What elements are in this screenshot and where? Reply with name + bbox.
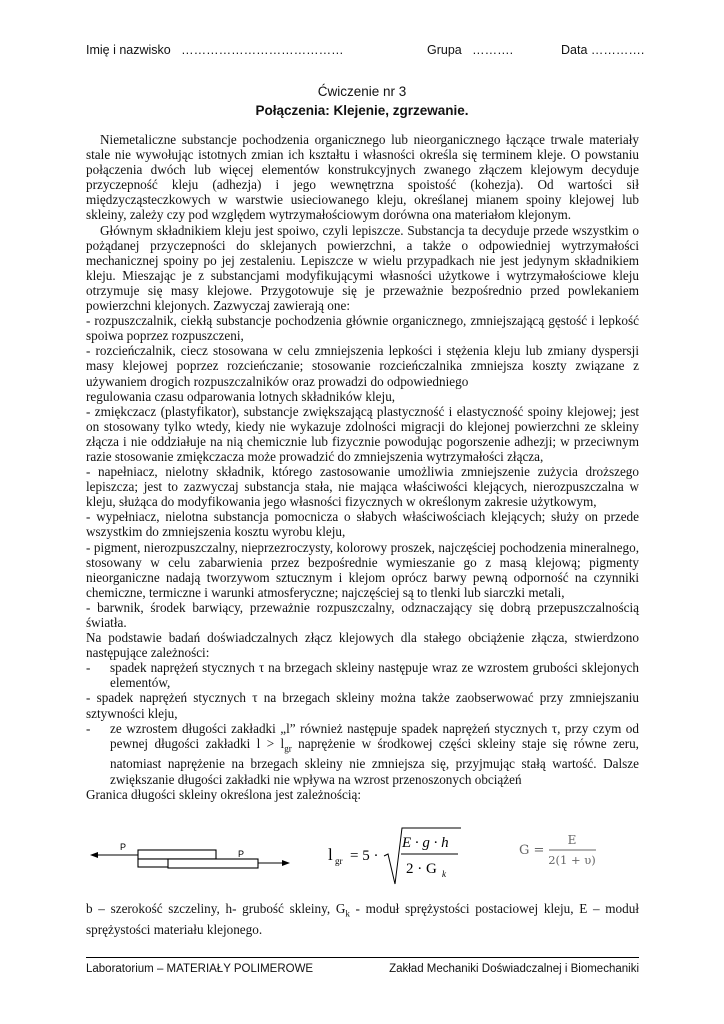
group-dots: ………. xyxy=(472,43,514,57)
formula-denominator: 2 · G xyxy=(406,861,437,877)
finding-overlap-b: naprężenie w środkowej części skleiny staje się równe zeru, natomiast naprężenie na brzegach skleiny nie zmniejsza się, przyjmując stałą wartość. Dalsze zwiększanie długości zakładki nie wpływa na wzrost przenoszonych obciążeń xyxy=(110,735,639,787)
date-dots: …………. xyxy=(590,43,645,57)
paragraph-binder: Głównym składnikiem kleju jest spoiwo, czyli lepiszcze. Substancja ta decyduje przede wszystkim o pożądanej przyczepności do sklejanych powierzchni, a także o odpowiedniej wytrzymałości mechanicznej spoiny po jej zestaleniu. Lepiszcze w wielu przypadkach nie jest jedynym składnikiem kleju. Mieszając je z substancjami modyfikującymi własności użytkowe i wytrzymałościowe kleju otrzymuje się masy klejowe. Przygotowuje się je przeważnie bezpośrednio przed powlekaniem powierzchni klejonych. Zazwyczaj zawierają one: xyxy=(86,222,639,314)
legend-b: - moduł sprężystości postaciowej kleju, E – moduł sprężystości materiału klejonego. xyxy=(86,901,639,937)
formula-svg xyxy=(86,826,639,898)
paragraph-findings: Na podstawie badań doświadczalnych złącz klejowych dla stałego obciążenie złącza, stwierdzono następujące zależności: xyxy=(86,630,639,661)
formula-lgr xyxy=(328,828,461,884)
item-solvent: - rozpuszczalnik, ciekłą substancje pochodzenia głównie organicznego, zmniejszającą gęstość i lepkość spoiwa poprzez rozpuszczeni, xyxy=(86,313,639,344)
group-field xyxy=(427,43,513,57)
formula-numerator: E · g · h xyxy=(402,835,449,851)
date-field xyxy=(561,43,644,57)
formula-g-lhs: G = xyxy=(519,843,545,858)
footer-right: Zakład Mechaniki Doświadczalnej i Biomechaniki xyxy=(389,963,639,975)
finding-overlap-text xyxy=(110,721,639,787)
paragraph-intro: Niemetaliczne substancje pochodzenia organicznego lub nieorganicznego łączące trwale materiały stale nie wywołując istotnych zmian ich kształtu i własności określa się terminem kleje. O powstaniu połączenia dwóch lub więcej elementów konstrukcyjnych zwanego złączem klejowym decyduje przyczepność kleju (adhezja) i jego wewnętrzna spoistość (kohezja). Od wartości sił międzycząsteczkowych w warstwie usieciowanego kleju, określanej mianem spoiny klejowej lub skleiny, zależy czy pod względem wytrzymałościowym dorówna ona materiałom klejonym. xyxy=(86,132,639,223)
legend-a: b – szerokość szczeliny, h- grubość skleiny, G xyxy=(86,901,346,916)
symbols-legend xyxy=(86,901,639,937)
formula-figure xyxy=(86,826,639,898)
force-label-left: P xyxy=(120,842,127,852)
finding-stiffness: - spadek naprężeń stycznych τ na brzegach skleiny można także zaobserwować przy zmniejszaniu sztywności kleju, xyxy=(86,690,639,721)
date-label: Data xyxy=(561,43,588,57)
legend-sub: k xyxy=(345,908,350,919)
formula-g xyxy=(519,833,596,867)
arrowhead-right xyxy=(282,860,290,866)
document-body xyxy=(86,132,639,802)
name-label: Imię i nazwisko xyxy=(86,43,171,57)
exercise-number: Ćwiczenie nr 3 xyxy=(317,84,407,99)
finding-thickness-text: spadek naprężeń stycznych τ na brzegach skleiny następuje wraz ze wzrostem grubości sklejonych elementów, xyxy=(110,660,639,691)
plate-left xyxy=(138,850,216,859)
formula-coeff: = 5 · xyxy=(350,848,379,864)
item-filler: - napełniacz, nielotny składnik, którego zastosowanie umożliwia zmniejszenie zużycia droższego lepiszcza; jest to zazwyczaj substancja stała, nie mająca właściwości klejących, nierozpuszczalna w kleju, służąca do modyfikowania jego własności fizycznych w określonym zakresie użytkowym, xyxy=(86,464,639,510)
formula-l: l xyxy=(328,845,333,864)
finding-overlap-sub: gr xyxy=(284,743,292,754)
force-label-right: P xyxy=(238,849,245,859)
footer-divider xyxy=(86,957,639,958)
formula-g-numerator: E xyxy=(567,833,577,847)
finding-overlap-a: ze wzrostem długości zakładki „l” również następuje spadek naprężeń stycznych τ, przy czym od pewnej długości zakładki l > l xyxy=(110,720,639,751)
formula-g-denominator: 2(1 + υ) xyxy=(548,853,596,867)
plate-right xyxy=(168,859,258,868)
footer-left: Laboratorium – MATERIAŁY POLIMEROWE xyxy=(86,963,314,975)
paragraph-limit: Granica długości skleiny określona jest zależnością: xyxy=(86,786,362,802)
lap-joint-sketch xyxy=(90,842,290,868)
finding-thickness xyxy=(86,660,639,690)
arrowhead-left xyxy=(90,852,98,858)
list-dash: - xyxy=(86,660,91,676)
item-dye: - barwnik, środek barwiący, przeważnie rozpuszczalny, odznaczający się dobrą przepuszczalnością światła. xyxy=(86,599,639,630)
group-label: Grupa xyxy=(427,43,462,57)
name-field xyxy=(86,43,344,57)
finding-overlap xyxy=(86,721,639,787)
item-extender: - wypełniacz, nielotna substancja pomocnicza o słabych właściwościach klejących; służy on przede wszystkim do zmniejszenia kosztu wyrobu kleju, xyxy=(86,509,639,540)
name-dots: ………………………………… xyxy=(181,43,344,57)
formula-l-sub: gr xyxy=(335,856,343,866)
formula-denominator-sub: k xyxy=(442,869,446,879)
list-dash: - xyxy=(86,720,91,736)
item-plasticizer: - zmiękczacz (plastyfikator), substancje zwiększającą plastyczność i elastyczność spoiny klejowej; jest on stosowany tylko wtedy, kiedy nie wykazuje zdolności migracji do klejonej powierzchni ze skleiny złącza i nie oddziałuje na nią chemicznie lub fizycznie powodując pogorszenie adhezji; w przeciwnym razie stosowanie zmiękczacza może prowadzić do zmniejszenia wytrzymałości złącza, xyxy=(86,403,639,464)
item-thinner: - rozcieńczalnik, ciecz stosowana w celu zmniejszenia lepkości i stężenia kleju lub zmiany dyspersji masy klejowej poprzez rozcieńczanie; stosowanie rozcieńczalnika zmniejsza koszty związane z używaniem drogich rozpuszczalników oraz prowadzi do odpowiedniego xyxy=(86,343,639,389)
item-pigment: - pigment, nierozpuszczalny, nieprzezroczysty, kolorowy proszek, najczęściej pochodzenia mineralnego, stosowany w celu zabarwienia przez bezpośrednie wymieszanie go z masą klejową; pigmenty nieorganiczne nadają tworzywom sztucznym i klejom oprócz barwy pewną odporność na czynniki chemiczne, termiczne i warunki atmosferyczne; najczęściej są to tlenki lub siarczki metali, xyxy=(86,539,639,600)
exercise-topic: Połączenia: Klejenie, zgrzewanie. xyxy=(255,103,469,118)
item-thinner-cont: regulowania czasu odparowania lotnych składników kleju, xyxy=(86,388,396,404)
